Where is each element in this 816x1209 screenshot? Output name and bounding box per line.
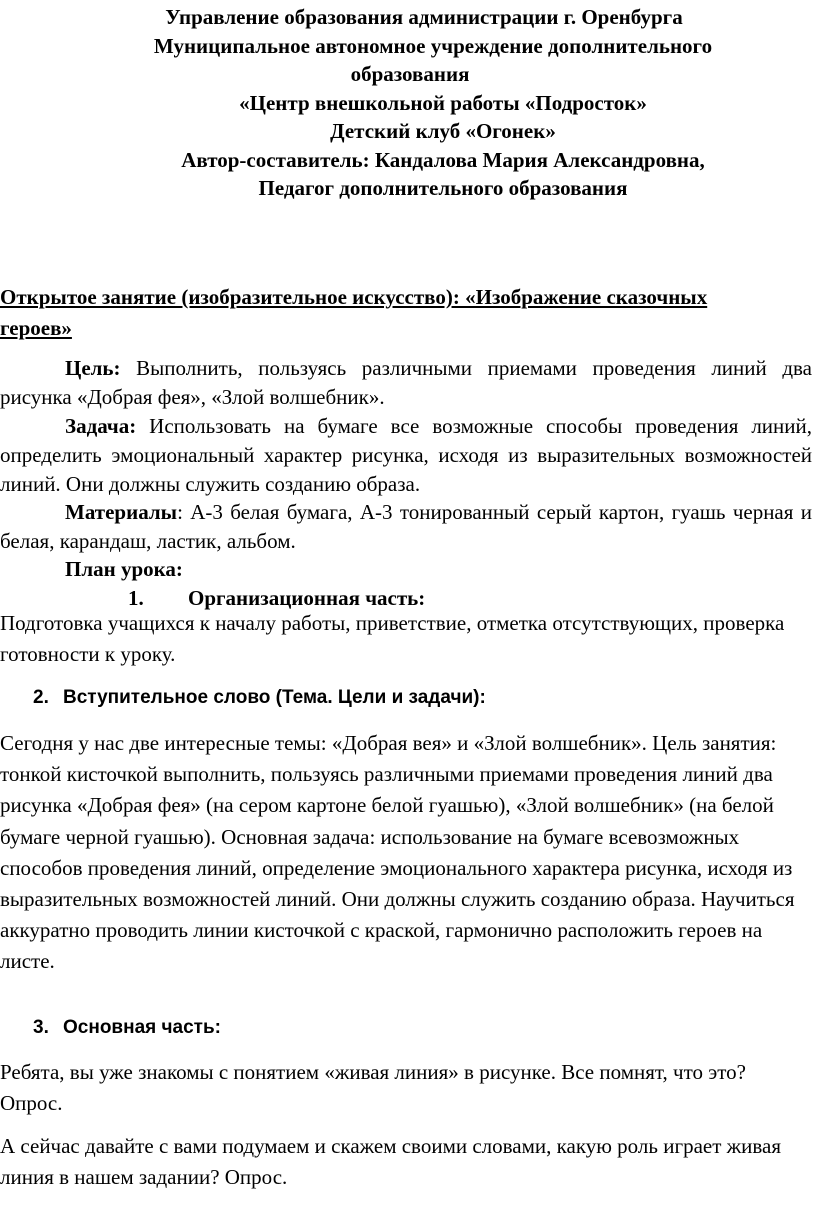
header-institution-cont: образования — [350, 62, 470, 86]
plan-title: План урока: — [65, 557, 183, 581]
materials-paragraph — [0, 498, 812, 556]
plan-item-2-title: Вступительное слово (Тема. Цели и задачи): — [63, 687, 486, 708]
plan-item-1-title: Организационная часть: — [188, 586, 426, 610]
header-center: «Центр внешкольной работы «Подросток» — [239, 90, 647, 115]
goal-label: Цель: — [65, 356, 121, 380]
task-paragraph — [0, 412, 812, 499]
plan-item-3-number: 3. — [33, 1017, 49, 1038]
plan-item-2-number: 2. — [33, 687, 49, 708]
task-text: Использовать на бумаге все возможные способы проведения линий, определить эмоциональный характер рисунка, исходя из выразительных возможностей линий. Они должны служить созданию образа. — [0, 414, 812, 496]
header-author-role: Педагог дополнительного образования — [258, 176, 628, 200]
plan-item-2-heading — [33, 684, 486, 712]
plan-item-3-heading — [33, 1014, 221, 1042]
materials-label: Материалы — [65, 500, 178, 524]
header-author: Автор-составитель: Кандалова Мария Александровна, — [181, 147, 705, 172]
plan-item-3-paragraph-2: А сейчас давайте с вами подумаем и скажем своими словами, какую роль играет живая линия в нашем задании? Опрос. — [0, 1134, 781, 1190]
header-department: Управление образования администрации г. Оренбурга — [165, 5, 683, 29]
goal-text: Выполнить, пользуясь различными приемами проведения линий два рисунка «Добрая фея», «Злой волшебник». — [0, 356, 812, 409]
header-club: Детский клуб «Огонек» — [330, 119, 556, 143]
plan-item-3-title: Основная часть: — [63, 1017, 221, 1038]
plan-item-1-text: Подготовка учащихся к началу работы, приветствие, отметка отсутствующих, проверка готовности к уроку. — [0, 611, 785, 666]
materials-text: : А-3 белая бумага, А-3 тонированный серый картон, гуашь черная и белая, карандаш, ластик, альбом. — [0, 500, 812, 553]
lesson-title: Открытое занятие (изобразительное искусство): «Изображение сказочных героев» — [0, 285, 708, 340]
task-label: Задача: — [65, 414, 137, 438]
document-header — [0, 3, 816, 203]
plan-item-3-paragraph-1: Ребята, вы уже знакомы с понятием «живая линия» в рисунке. Все помнят, что это? Опрос. — [0, 1060, 746, 1116]
plan-item-1-number: 1. — [128, 586, 144, 610]
plan-item-2-text: Сегодня у нас две интересные темы: «Добрая вея» и «Злой волшебник». Цель занятия: тонкой кисточкой выполнить, пользуясь различными приемами проведения линий два рисунка «Добрая фея» (на сером картоне белой гуашью), «Злой волшебник» (на белой бумаге черной гуашью). Основная задача: использование на бумаге всевозможных способов проведения линий, определение эмоционального характера рисунка, исходя из выразительных возможностей линий. Они должны служить созданию образа. Научиться аккуратно проводить линии кисточкой с краской, гармонично расположить героев на листе. — [0, 731, 795, 974]
goal-paragraph — [0, 354, 812, 412]
header-institution: Муниципальное автономное учреждение дополнительного — [153, 33, 713, 58]
